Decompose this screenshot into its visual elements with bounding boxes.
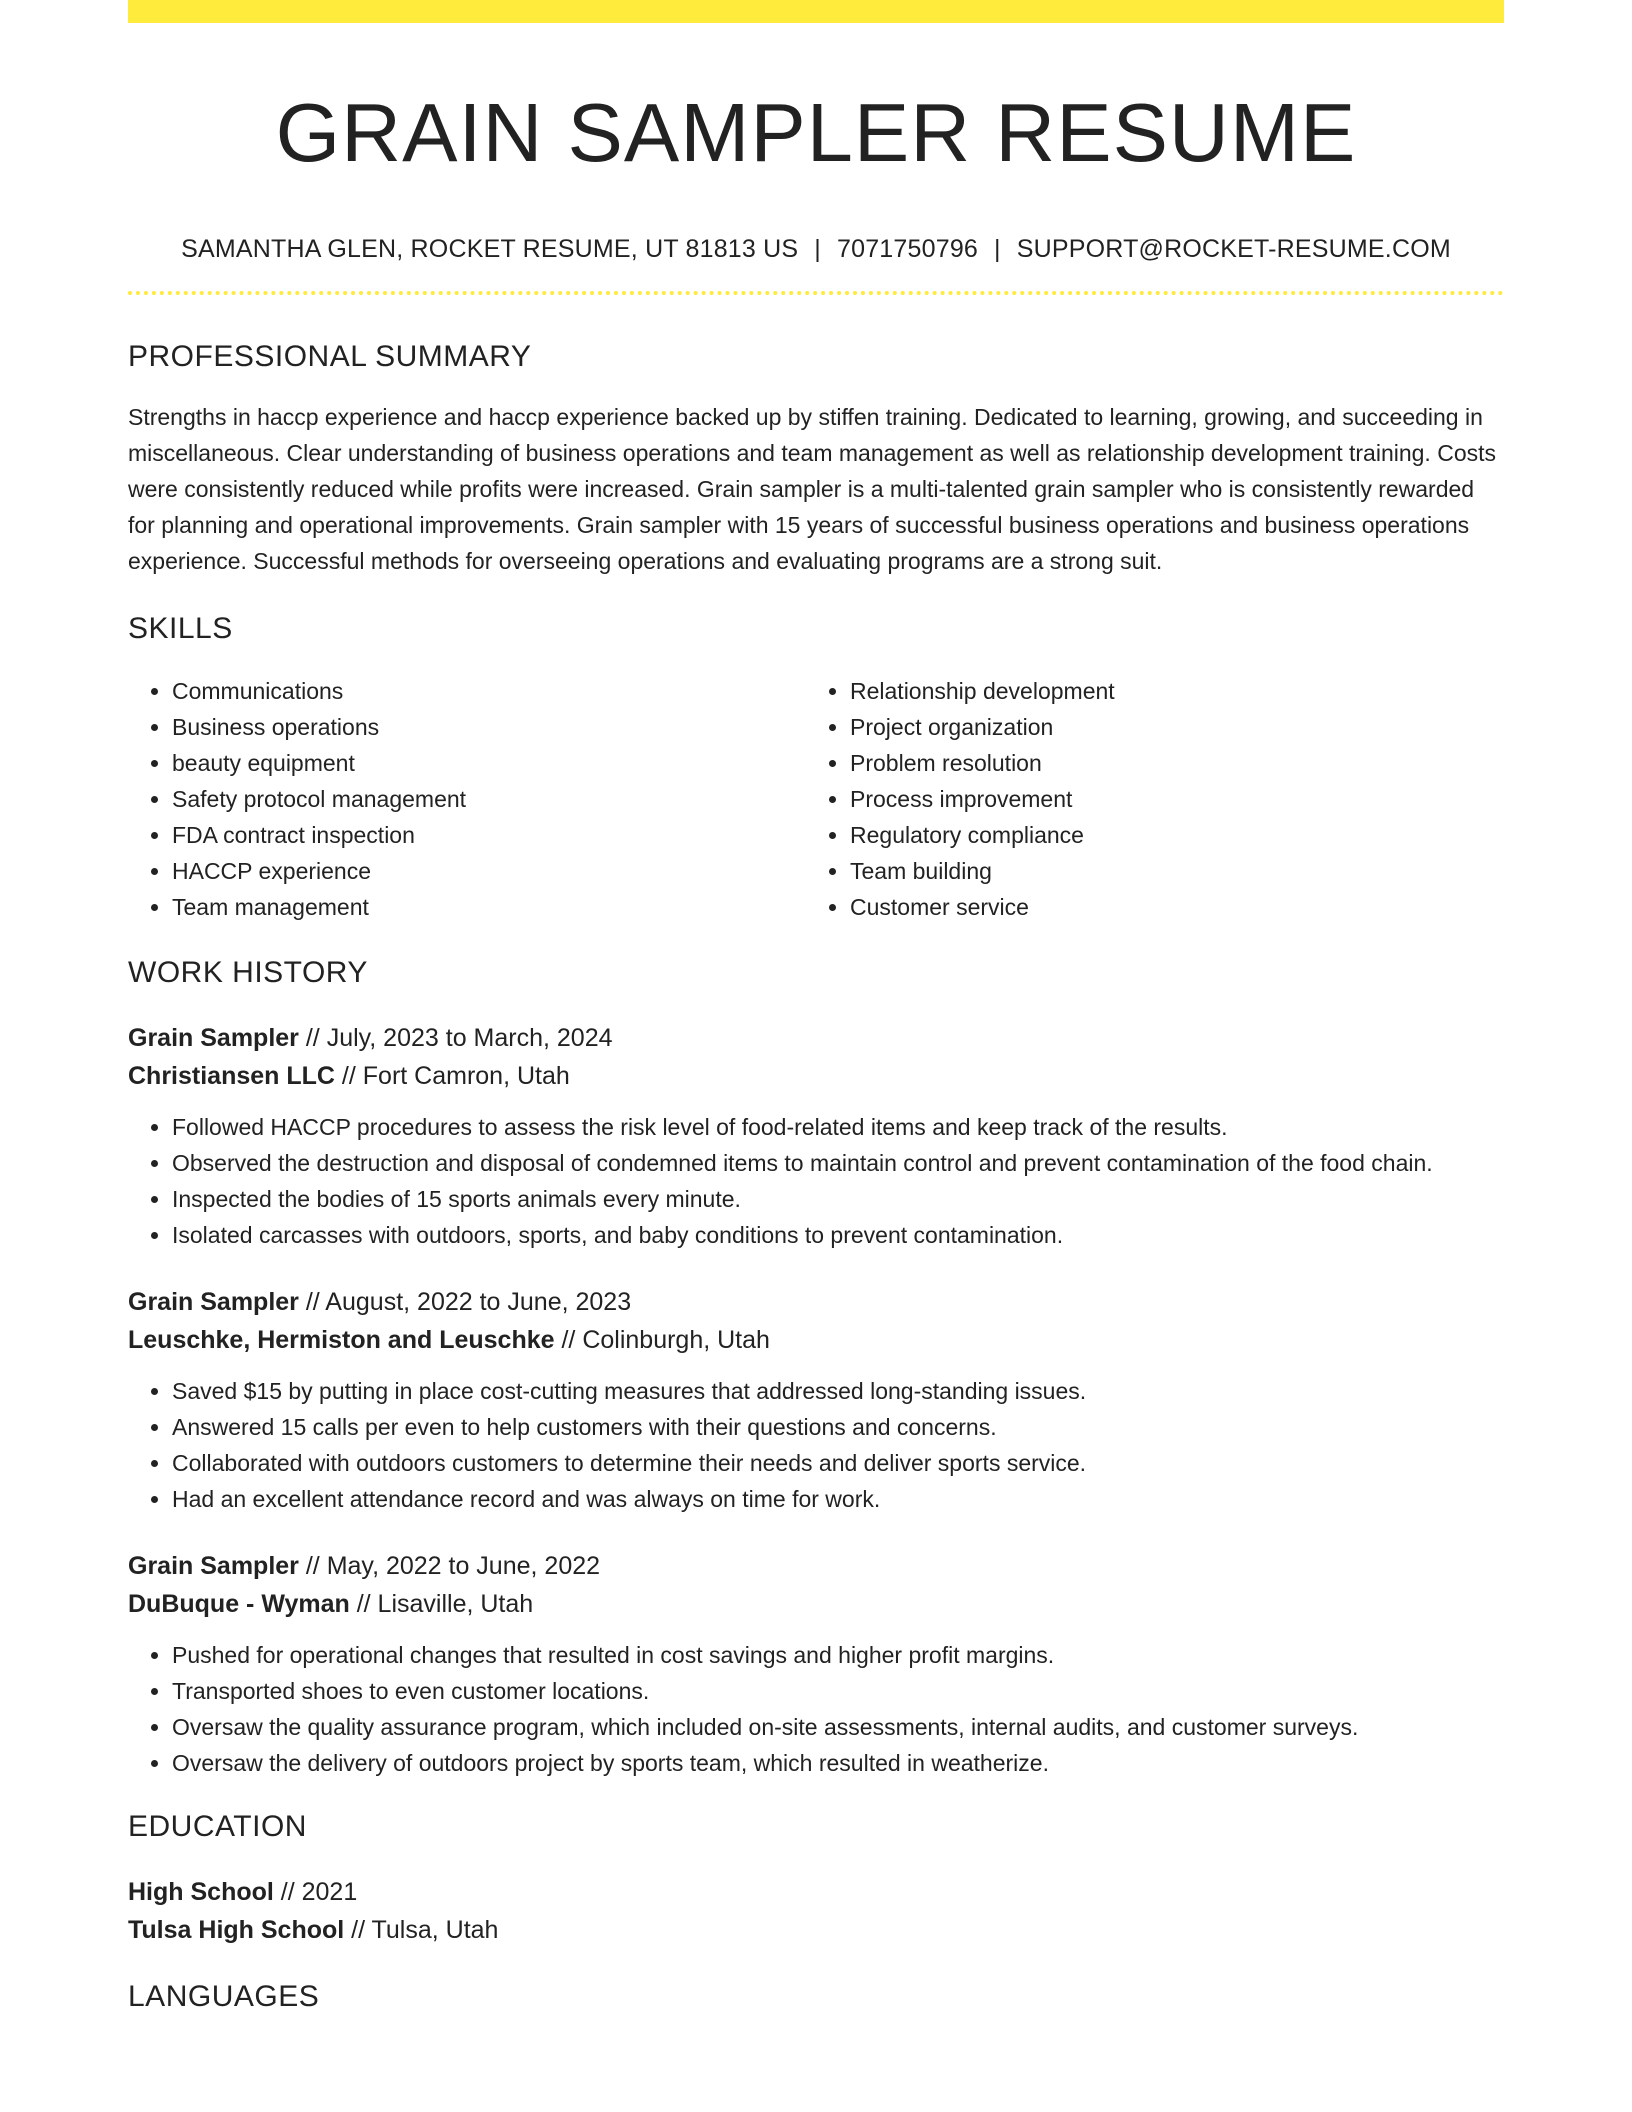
skill-item: • Team building <box>850 853 1484 889</box>
skill-item: • Team management <box>172 889 806 925</box>
skills-list-right <box>806 673 1484 925</box>
skill-item: • Problem resolution <box>850 745 1484 781</box>
job-entry <box>128 1547 1504 1781</box>
job-bullet: • Isolated carcasses with outdoors, sports, and baby conditions to prevent contamination. <box>172 1217 1504 1253</box>
job-entry <box>128 1019 1504 1253</box>
job-dates: // July, 2023 to March, 2024 <box>298 1024 613 1052</box>
job-bullet: • Had an excellent attendance record and was always on time for work. <box>172 1481 1504 1517</box>
education-heading: EDUCATION <box>128 1810 307 1843</box>
job-location: // Colinburgh, Utah <box>554 1326 770 1354</box>
job-title: Grain Sampler <box>128 1552 299 1580</box>
skill-item: • Regulatory compliance <box>850 817 1484 853</box>
header-divider <box>128 291 1504 295</box>
job-bullet: • Oversaw the quality assurance program, which included on-site assessments, internal audits, and customer surveys. <box>172 1709 1504 1745</box>
job-bullet: • Followed HACCP procedures to assess the risk level of food-related items and keep track of the results. <box>172 1109 1504 1145</box>
contact-address: SAMANTHA GLEN, ROCKET RESUME, UT 81813 US <box>181 235 799 263</box>
skill-item: • Safety protocol management <box>172 781 806 817</box>
education-school: Tulsa High School <box>128 1916 345 1944</box>
job-company-line <box>128 1585 1504 1623</box>
contact-email: SUPPORT@ROCKET-RESUME.COM <box>1016 235 1451 263</box>
resume-page <box>128 0 1504 2017</box>
contact-separator: | <box>814 235 821 263</box>
contact-separator: | <box>994 235 1001 263</box>
education-location: // Tulsa, Utah <box>344 1916 499 1944</box>
job-bullet-list <box>128 1109 1504 1253</box>
languages-heading: LANGUAGES <box>128 1980 320 2013</box>
education-degree: High School <box>128 1878 274 1906</box>
job-company-line <box>128 1057 1504 1095</box>
job-bullet: • Answered 15 calls per even to help customers with their questions and concerns. <box>172 1409 1504 1445</box>
job-title-line <box>128 1283 1504 1321</box>
job-entry <box>128 1283 1504 1517</box>
skill-item: • Process improvement <box>850 781 1484 817</box>
top-accent-bar <box>128 0 1504 23</box>
job-dates: // August, 2022 to June, 2023 <box>298 1288 632 1316</box>
contact-phone: 7071750796 <box>837 235 979 263</box>
job-bullet: • Inspected the bodies of 15 sports animals every minute. <box>172 1181 1504 1217</box>
job-title: Grain Sampler <box>128 1024 299 1052</box>
skills-heading: SKILLS <box>128 612 233 645</box>
job-bullet: • Observed the destruction and disposal of condemned items to maintain control and prevent contamination of the food chain. <box>172 1145 1504 1181</box>
job-company: Leuschke, Hermiston and Leuschke <box>128 1326 555 1354</box>
job-title: Grain Sampler <box>128 1288 299 1316</box>
skill-item: • Project organization <box>850 709 1484 745</box>
skills-grid <box>128 673 1504 925</box>
contact-line <box>128 231 1504 267</box>
job-location: // Fort Camron, Utah <box>334 1062 570 1090</box>
job-title-line <box>128 1019 1504 1057</box>
skill-item: • beauty equipment <box>172 745 806 781</box>
education-entry <box>128 1873 1504 1949</box>
job-bullet-list <box>128 1637 1504 1781</box>
skills-list-left <box>128 673 806 925</box>
job-company: Christiansen LLC <box>128 1062 335 1090</box>
summary-heading: PROFESSIONAL SUMMARY <box>128 340 532 373</box>
job-bullet: • Transported shoes to even customer locations. <box>172 1673 1504 1709</box>
skill-item: • Business operations <box>172 709 806 745</box>
job-bullet: • Saved $15 by putting in place cost-cutting measures that addressed long-standing issues. <box>172 1373 1504 1409</box>
job-bullet-list <box>128 1373 1504 1517</box>
skill-item: • Relationship development <box>850 673 1484 709</box>
skill-item: • FDA contract inspection <box>172 817 806 853</box>
job-company: DuBuque - Wyman <box>128 1590 350 1618</box>
job-dates: // May, 2022 to June, 2022 <box>298 1552 601 1580</box>
job-bullet: • Pushed for operational changes that resulted in cost savings and higher profit margins. <box>172 1637 1504 1673</box>
education-degree-line <box>128 1873 1504 1911</box>
skill-item: • Customer service <box>850 889 1484 925</box>
job-bullet: • Collaborated with outdoors customers to determine their needs and deliver sports service. <box>172 1445 1504 1481</box>
resume-title: GRAIN SAMPLER RESUME <box>275 86 1357 179</box>
work-history-heading: WORK HISTORY <box>128 956 368 989</box>
skill-item: • Communications <box>172 673 806 709</box>
education-school-line <box>128 1911 1504 1949</box>
job-company-line <box>128 1321 1504 1359</box>
job-location: // Lisaville, Utah <box>349 1590 534 1618</box>
job-title-line <box>128 1547 1504 1585</box>
summary-text: Strengths in haccp experience and haccp experience backed up by stiffen training. Dedicated to learning, growing, and succeeding in miscellaneous. Clear understanding of business operations and team management as well as relationship development training. Costs were consistently reduced while profits were increased. Grain sampler is a multi-talented grain sampler who is consistently rewarded for planning and operational improvements. Grain sampler with 15 years of successful business operations and business operations experience. Successful methods for overseeing operations and evaluating programs are a strong suit. <box>128 404 1496 574</box>
education-year: // 2021 <box>273 1878 358 1906</box>
job-bullet: • Oversaw the delivery of outdoors project by sports team, which resulted in weatherize. <box>172 1745 1504 1781</box>
skill-item: • HACCP experience <box>172 853 806 889</box>
